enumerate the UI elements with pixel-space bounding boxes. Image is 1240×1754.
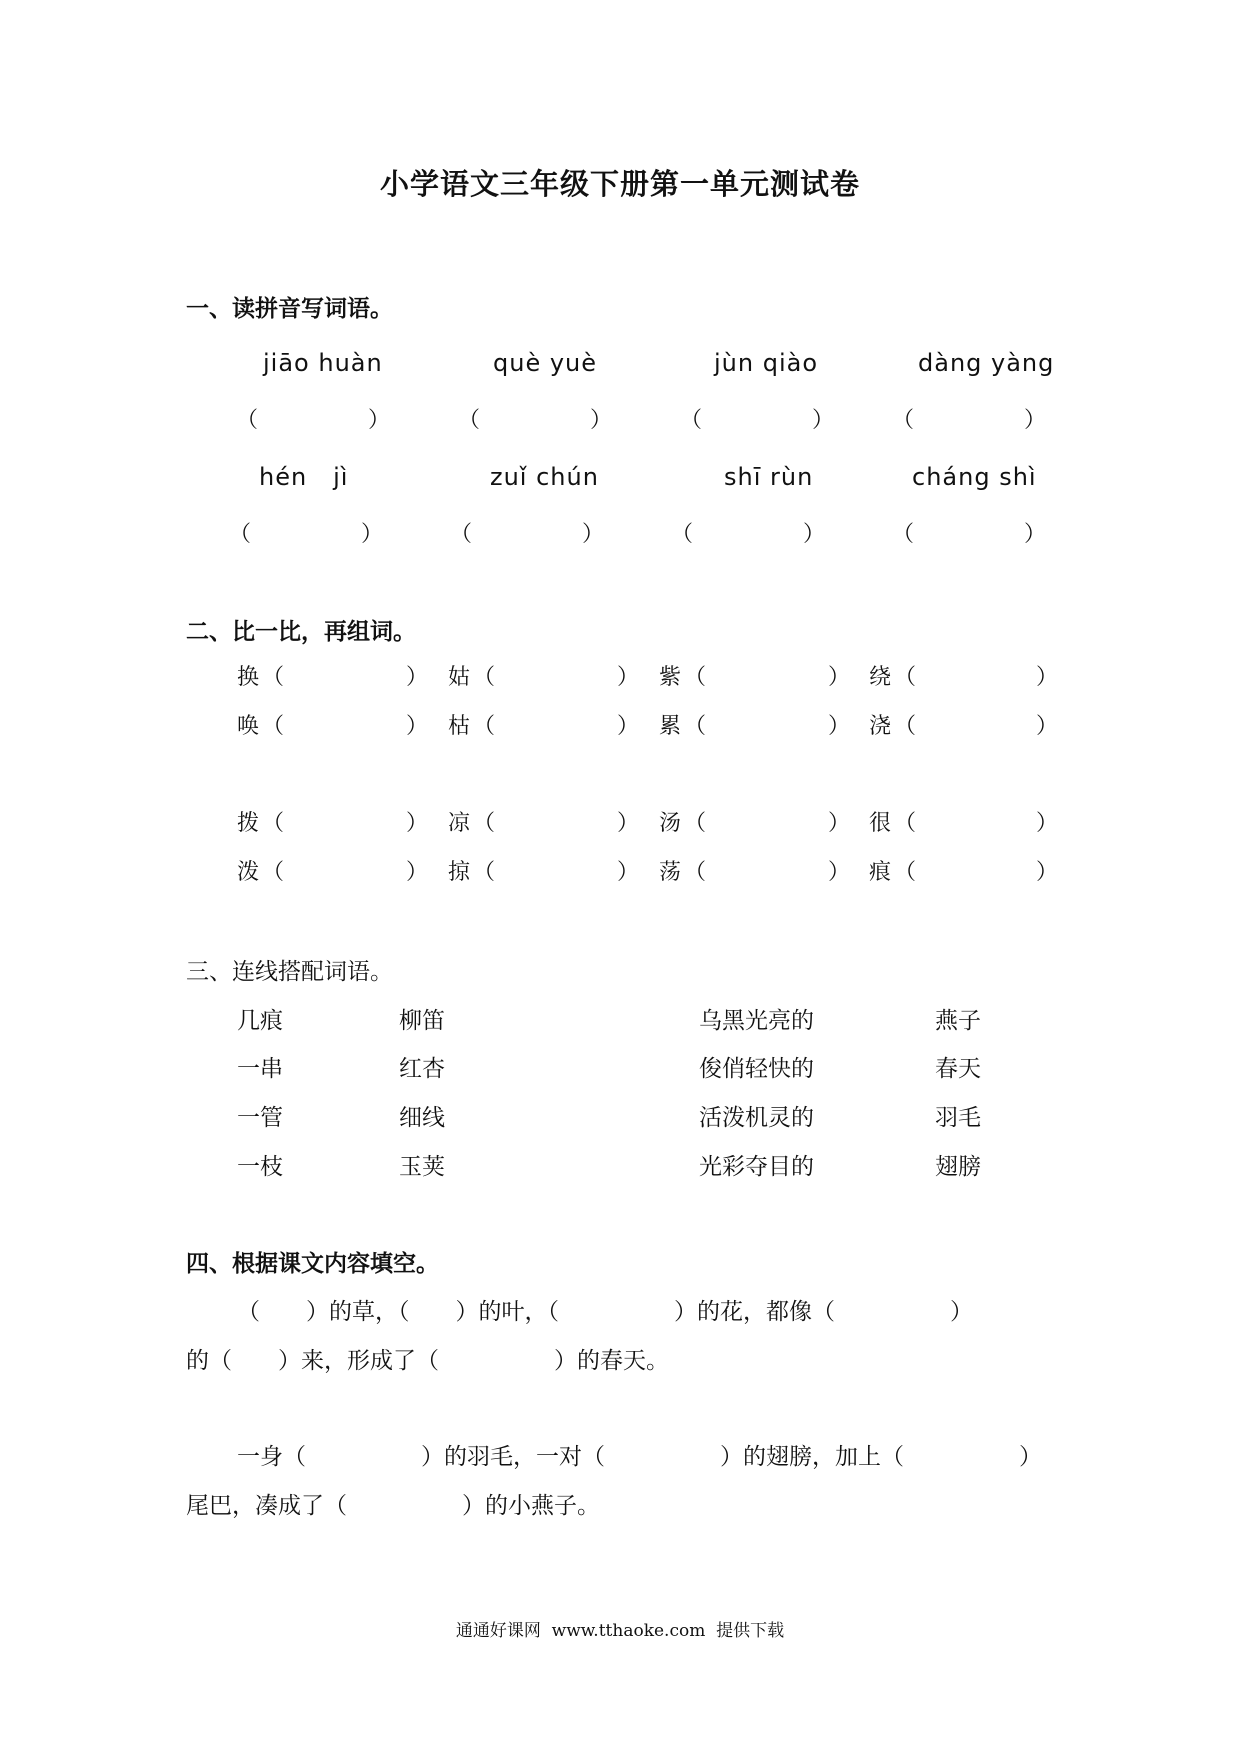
blank-close: ） (1036, 860, 1059, 885)
compare-char: 痕 (869, 860, 892, 885)
blank-close: ） (406, 665, 429, 690)
pinyin-8: cháng shì (912, 463, 1037, 491)
blank-close: ） (617, 714, 640, 739)
blank-open[interactable]: （ (894, 665, 917, 690)
pinyin-answer-blank[interactable]: （ ） (236, 408, 391, 433)
blank-open[interactable]: （ (262, 665, 285, 690)
fill-blank-line[interactable]: （ ）的草，（ ）的叶，（ ）的花，都像（ ） (237, 1299, 973, 1325)
compare-char: 唤 (237, 714, 260, 739)
blank-open[interactable]: （ (894, 811, 917, 836)
match-left-word[interactable]: 一管 (237, 1105, 283, 1131)
compare-char: 掠 (448, 860, 471, 885)
blank-close: ） (406, 860, 429, 885)
pinyin-answer-blank[interactable]: （ ） (458, 408, 613, 433)
blank-close: ） (406, 714, 429, 739)
blank-open[interactable]: （ (684, 714, 707, 739)
compare-char: 拨 (237, 811, 260, 836)
match-left-word[interactable]: 几痕 (237, 1008, 283, 1034)
blank-open[interactable]: （ (262, 811, 285, 836)
pinyin-answer-blank[interactable]: （ ） (892, 408, 1047, 433)
compare-char: 绕 (869, 665, 892, 690)
blank-open[interactable]: （ (473, 714, 496, 739)
match-left-word[interactable]: 一串 (237, 1056, 283, 1082)
blank-close: ） (617, 665, 640, 690)
compare-char: 泼 (237, 860, 260, 885)
match-right-word[interactable]: 细线 (399, 1105, 445, 1131)
match-right-word[interactable]: 红杏 (399, 1056, 445, 1082)
match-left-word[interactable]: 光彩夺目的 (699, 1154, 814, 1180)
compare-char: 汤 (659, 811, 682, 836)
compare-char: 凉 (448, 811, 471, 836)
compare-char: 换 (237, 665, 260, 690)
blank-close: ） (406, 811, 429, 836)
blank-close: ） (828, 665, 851, 690)
pinyin-1: jiāo huàn (263, 349, 383, 377)
blank-open[interactable]: （ (894, 860, 917, 885)
compare-char: 荡 (659, 860, 682, 885)
blank-open[interactable]: （ (684, 860, 707, 885)
blank-close: ） (1036, 714, 1059, 739)
blank-open[interactable]: （ (894, 714, 917, 739)
match-left-word[interactable]: 俊俏轻快的 (699, 1056, 814, 1082)
blank-close: ） (828, 714, 851, 739)
blank-close: ） (617, 811, 640, 836)
match-left-word[interactable]: 一枝 (237, 1154, 283, 1180)
blank-close: ） (828, 811, 851, 836)
compare-char: 姑 (448, 665, 471, 690)
blank-open[interactable]: （ (684, 665, 707, 690)
blank-open[interactable]: （ (473, 811, 496, 836)
pinyin-6: zuǐ chún (490, 463, 599, 491)
pinyin-answer-blank[interactable]: （ ） (450, 522, 605, 547)
pinyin-answer-blank[interactable]: （ ） (671, 522, 826, 547)
blank-close: ） (1036, 665, 1059, 690)
blank-close: ） (1036, 811, 1059, 836)
match-right-word[interactable]: 春天 (935, 1056, 981, 1082)
footer-source: 通通好课网 www.tthaoke.com 提供下载 (455, 1621, 785, 1641)
match-right-word[interactable]: 柳笛 (399, 1008, 445, 1034)
pinyin-7: shī rùn (724, 463, 814, 491)
match-right-word[interactable]: 燕子 (935, 1008, 981, 1034)
pinyin-3: jùn qiào (714, 349, 819, 377)
blank-open[interactable]: （ (262, 714, 285, 739)
compare-char: 很 (869, 811, 892, 836)
blank-open[interactable]: （ (473, 860, 496, 885)
pinyin-answer-blank[interactable]: （ ） (680, 408, 835, 433)
compare-char: 浇 (869, 714, 892, 739)
fill-blank-line[interactable]: 的（ ）来，形成了（ ）的春天。 (186, 1348, 669, 1374)
section4-heading: 四、根据课文内容填空。 (186, 1250, 439, 1277)
fill-blank-line[interactable]: 一身（ ）的羽毛，一对（ ）的翅膀，加上（ ） (237, 1444, 1042, 1470)
pinyin-4: dàng yàng (918, 349, 1055, 377)
match-left-word[interactable]: 乌黑光亮的 (699, 1008, 814, 1034)
pinyin-5: hén jì (259, 463, 349, 491)
compare-char: 紫 (659, 665, 682, 690)
blank-open[interactable]: （ (262, 860, 285, 885)
blank-close: ） (828, 860, 851, 885)
compare-char: 累 (659, 714, 682, 739)
pinyin-2: què yuè (493, 349, 598, 377)
section1-heading: 一、读拼音写词语。 (186, 295, 393, 322)
pinyin-answer-blank[interactable]: （ ） (229, 522, 384, 547)
pinyin-answer-blank[interactable]: （ ） (892, 522, 1047, 547)
blank-open[interactable]: （ (684, 811, 707, 836)
match-left-word[interactable]: 活泼机灵的 (699, 1105, 814, 1131)
blank-open[interactable]: （ (473, 665, 496, 690)
blank-close: ） (617, 860, 640, 885)
match-right-word[interactable]: 羽毛 (935, 1105, 981, 1131)
section2-heading: 二、比一比，再组词。 (186, 618, 416, 645)
fill-blank-line[interactable]: 尾巴，凑成了（ ）的小燕子。 (186, 1493, 600, 1519)
page-title: 小学语文三年级下册第一单元测试卷 (379, 167, 860, 201)
match-right-word[interactable]: 玉荚 (399, 1154, 445, 1180)
compare-char: 枯 (448, 714, 471, 739)
match-right-word[interactable]: 翅膀 (935, 1154, 981, 1180)
section3-heading: 三、连线搭配词语。 (186, 959, 393, 985)
